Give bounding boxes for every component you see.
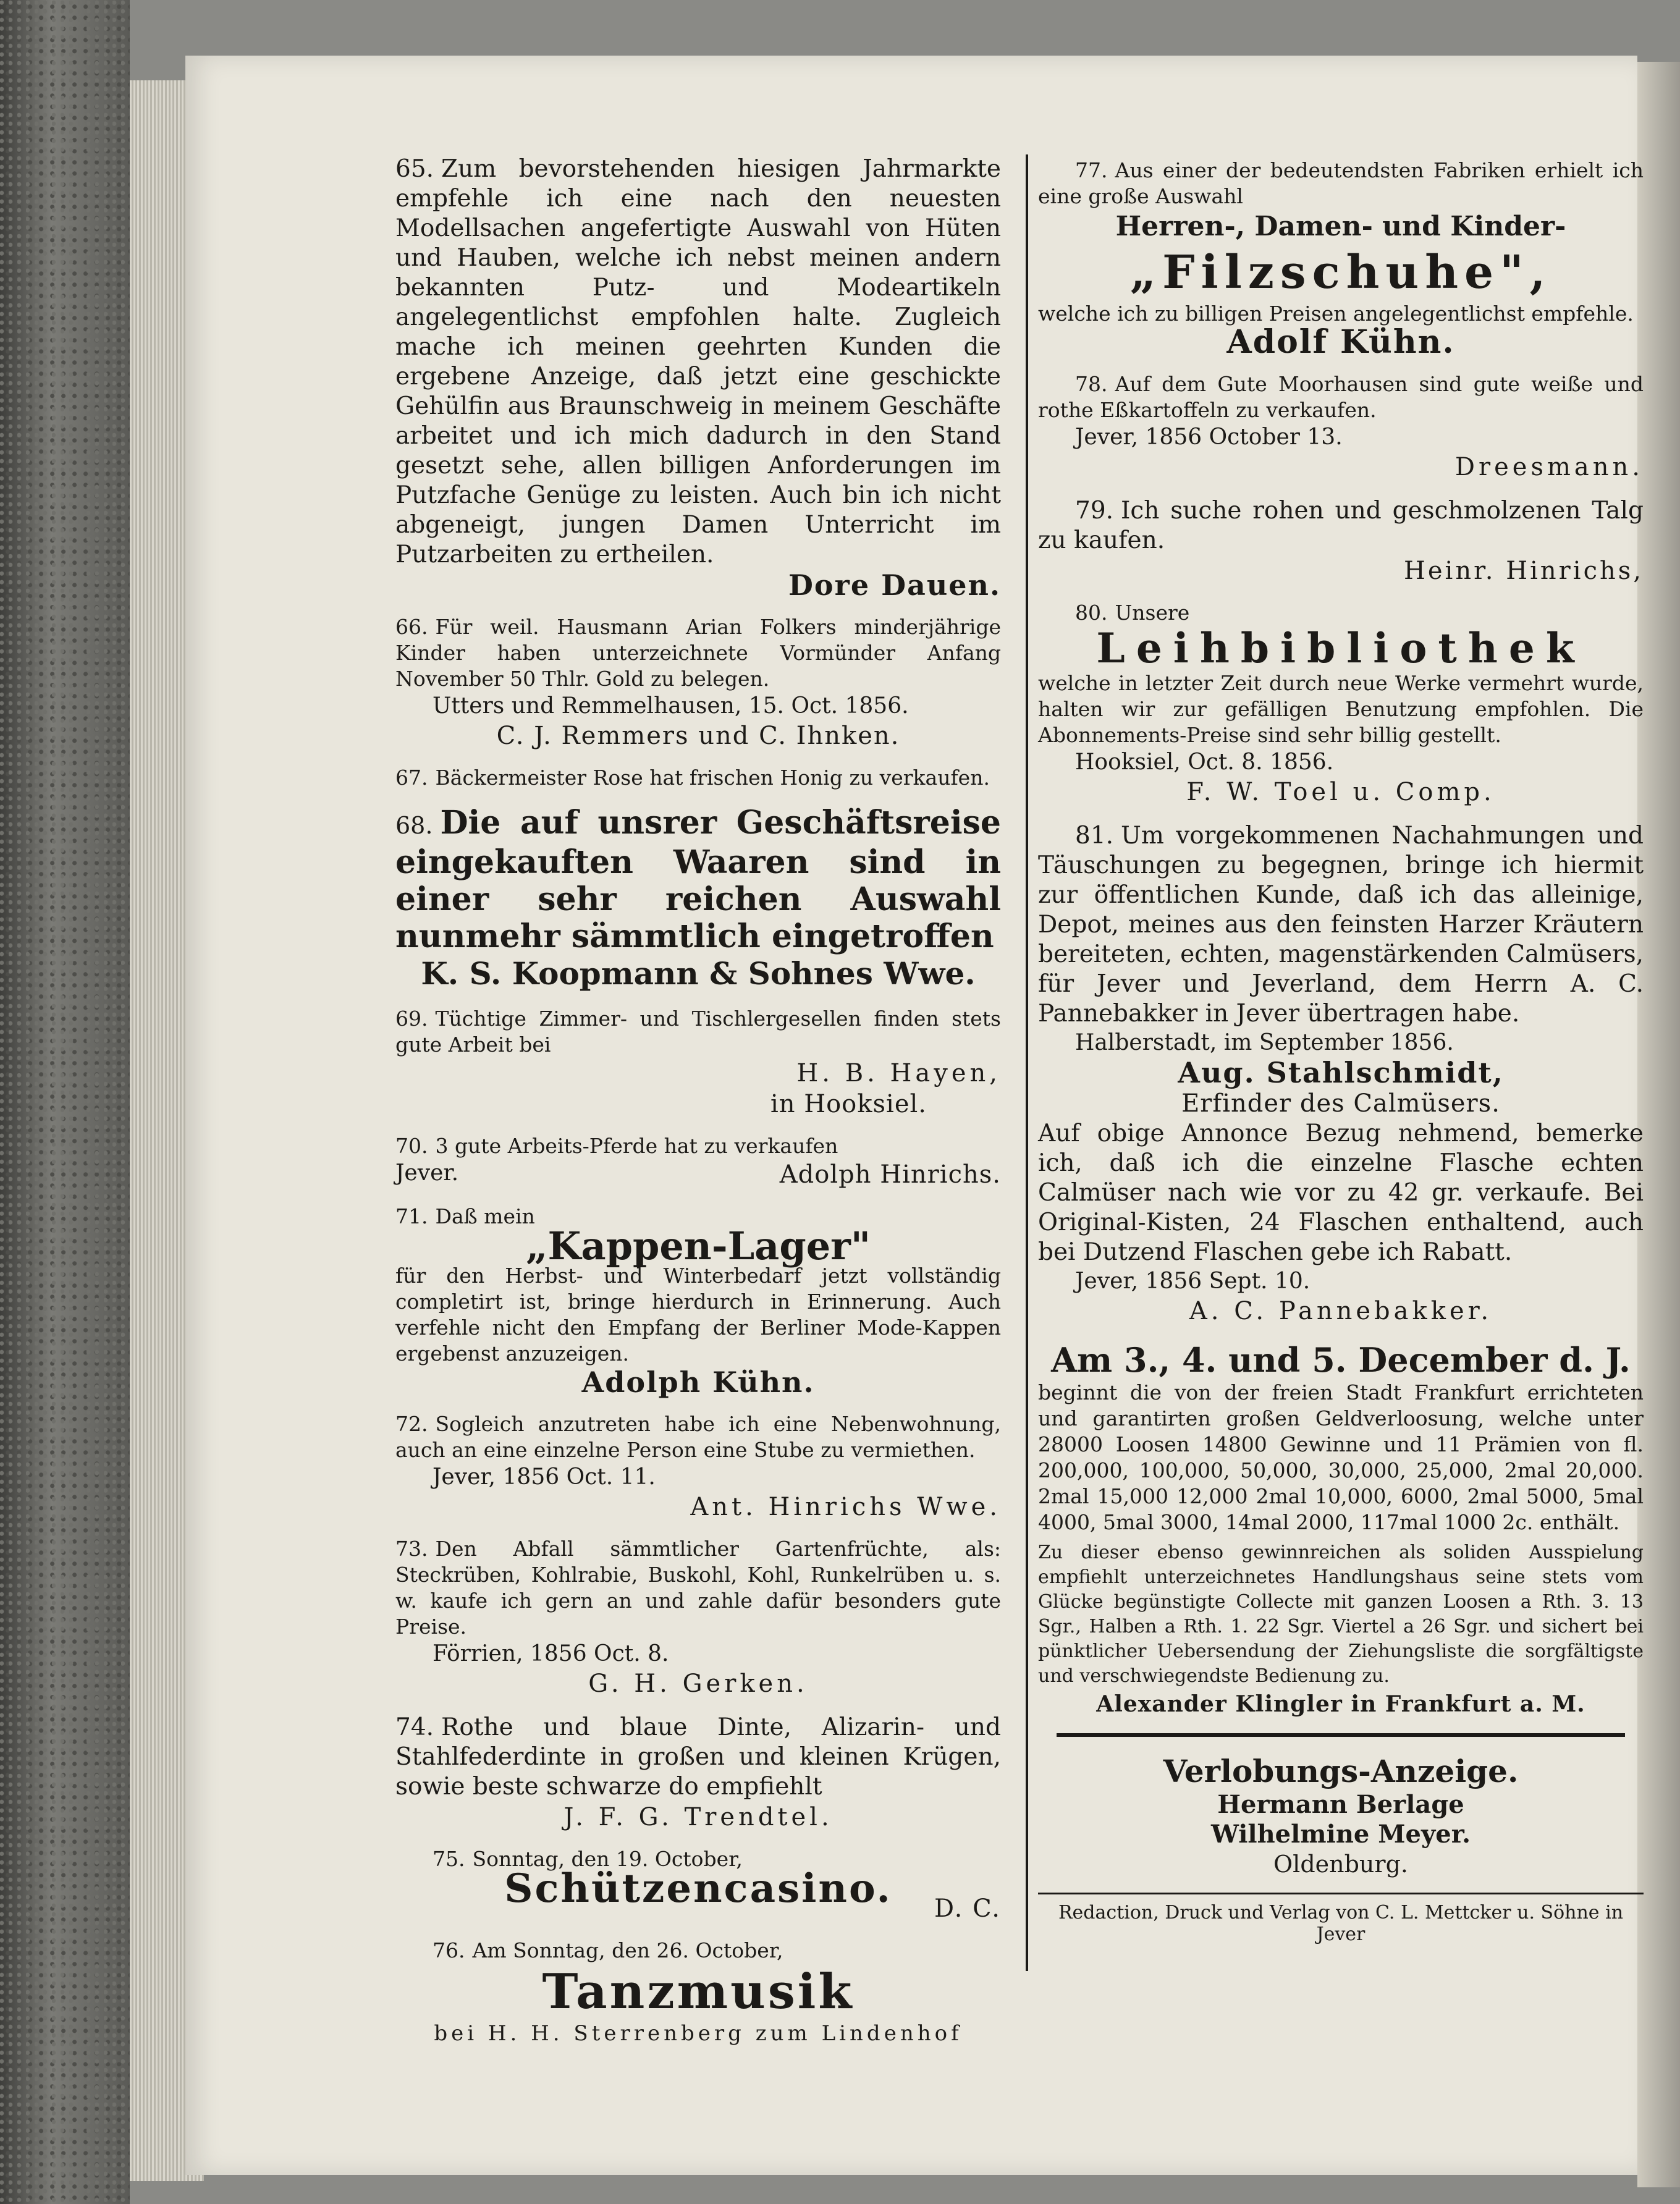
ad-text: Aus einer der bedeutendsten Fabriken erhielt ich eine große Auswahl xyxy=(1038,158,1644,208)
ad-text: Rothe und blaue Dinte, Alizarin- und Stahlfederdinte in großen und kleinen Krügen, sowie beste schwarze do empfiehlt xyxy=(395,1713,1001,1801)
ad-number: 80. xyxy=(1075,601,1108,625)
ad-text: Bäckermeister Rose hat frischen Honig zu verkaufen. xyxy=(435,766,990,790)
ad-signature: D. C. xyxy=(934,1894,1001,1923)
ad-display-title: „Kappen-Lager" xyxy=(525,1223,871,1269)
book-binding xyxy=(0,0,130,2204)
ad-place: Jever. xyxy=(395,1160,459,1186)
ad-text: Daß mein xyxy=(435,1204,535,1228)
ad-81 xyxy=(1038,821,1644,1327)
ad-71 xyxy=(395,1204,1001,1398)
section-rule xyxy=(1057,1733,1625,1737)
ad-signature: Dreesmann. xyxy=(1454,453,1644,481)
engagement-name: Wilhelmine Meyer. xyxy=(1210,1820,1471,1849)
page-edge-right xyxy=(1637,62,1680,2187)
ad-65 xyxy=(395,154,1001,601)
ad-number: 78. xyxy=(1075,372,1108,396)
ad-place: Förrien, 1856 Oct. 8. xyxy=(433,1641,669,1666)
right-column xyxy=(1038,158,1644,1945)
column-divider xyxy=(1026,154,1028,1971)
engagement-title: Verlobungs-Anzeige. xyxy=(1163,1753,1519,1789)
ad-text: Um vorgekommenen Nachahmungen und Täuschungen zu begegnen, bringe ich hiermit zur öffentlichen Kunde, daß ich das alleinige, Depot, meines aus den feinsten Harzer Kräutern bereiteten, echten, magenstärkenden Calmüsers, für Jever und Jeverland, dem Herrn A. C. Pannebakker in Jever übertragen habe. xyxy=(1038,822,1644,1028)
ad-number: 72. xyxy=(395,1412,428,1436)
ad-69 xyxy=(395,1006,1001,1120)
footer-rule xyxy=(1038,1893,1644,1894)
ad-signature: Adolf Kühn. xyxy=(1226,323,1455,361)
ad-text: Am Sonntag, den 26. October, xyxy=(472,1938,783,1962)
ad-number: 73. xyxy=(395,1537,428,1561)
ad-display-title: Schützencasino. xyxy=(504,1865,892,1912)
ad-display-title: Am 3., 4. und 5. December d. J. xyxy=(1051,1340,1631,1380)
ad-73 xyxy=(395,1536,1001,1699)
ad-number: 79. xyxy=(1075,497,1114,525)
ad-text: welche in letzter Zeit durch neue Werke vermehrt wurde, halten wir zur gefälligen Benutzung empfohlen. Die Abonnements-Preise sind sehr billig gestellt. xyxy=(1038,671,1644,747)
ad-number: 70. xyxy=(395,1134,428,1158)
ad-display-subtitle: Herren-, Damen- und Kinder- xyxy=(1115,211,1566,242)
ad-text: Auf obige Annonce Bezug nehmend, bemerke ich, daß ich die einzelne Flasche echten Calmüser nach wie vor zu 42 gr. verkaufe. Bei Original-Kisten, 24 Flaschen enthaltend, auch bei Dutzend Flaschen gebe ich Rabatt. xyxy=(1038,1120,1644,1266)
ad-place: Hooksiel, Oct. 8. 1856. xyxy=(1075,749,1334,775)
ad-lottery xyxy=(1038,1340,1644,1720)
ad-signature-place: in Hooksiel. xyxy=(770,1090,927,1118)
ad-place: Jever, 1856 October 13. xyxy=(1075,424,1343,450)
ad-80 xyxy=(1038,600,1644,808)
ad-number: 74. xyxy=(395,1713,434,1741)
ad-number: 75. xyxy=(433,1847,465,1871)
ad-signature: Adolph Kühn. xyxy=(581,1366,815,1399)
ad-signature: F. W. Toel u. Comp. xyxy=(1186,778,1495,806)
ad-signature: Heinr. Hinrichs, xyxy=(1403,557,1644,585)
ad-text: 3 gute Arbeits-Pferde hat zu verkaufen xyxy=(435,1134,838,1158)
ad-70 xyxy=(395,1133,1001,1190)
ad-display-title: „Filzschuhe", xyxy=(1129,246,1552,299)
ad-67 xyxy=(395,765,1001,791)
ad-text: Ich suche rohen und geschmolzenen Talg zu kaufen. xyxy=(1038,497,1644,554)
engagement-notice xyxy=(1038,1753,1644,1879)
ad-number: 77. xyxy=(1075,158,1108,182)
ad-66 xyxy=(395,614,1001,751)
imprint-footer: Redaction, Druck und Verlag von C. L. Mettcker u. Söhne in Jever xyxy=(1058,1902,1624,1945)
ad-text: für den Herbst- und Winterbedarf jetzt vollständig completirt ist, bringe hierdurch in Erinnerung. Auch verfehle nicht den Empfang der Berliner Mode-Kappen ergebenst anzuzeigen. xyxy=(395,1264,1001,1366)
ad-number: 67. xyxy=(395,766,428,790)
ad-number: 66. xyxy=(395,615,428,639)
ad-72 xyxy=(395,1411,1001,1522)
ad-number: 69. xyxy=(395,1007,428,1031)
ad-display-title: Leihbibliothek xyxy=(1096,624,1585,672)
ad-76 xyxy=(395,1938,1001,2046)
ad-74 xyxy=(395,1713,1001,1833)
ad-signature: H. B. Hayen, xyxy=(796,1059,1001,1087)
ad-place: Jever, 1856 Oct. 11. xyxy=(433,1464,656,1490)
ad-68 xyxy=(395,804,1001,992)
ad-signature: Adolph Hinrichs. xyxy=(779,1160,1001,1189)
ad-text: Die auf unsrer Geschäftsreise eingekauften Waaren sind in einer sehr reichen Auswahl nunmehr sämmtlich eingetroffen xyxy=(395,804,1001,955)
engagement-name: Hermann Berlage xyxy=(1217,1790,1464,1819)
ad-text: Zum bevorstehenden hiesigen Jahrmarkte empfehle ich eine nach den neuesten Modellsachen angefertigte Auswahl von Hüten und Hauben, welche ich nebst meinen andern bekannten Putz- und Modeartikeln angelegentlichst empfohlen halte. Zugleich mache ich meinen geehrten Kunden die ergebene Anzeige, daß jetzt eine geschickte Gehülfin aus Braunschweig in meinem Geschäfte arbeitet und ich mich dadurch in den Stand gesetzt sehe, allen billigen Anforderungen im Putzfache Genüge zu leisten. Auch bin ich nicht abgeneigt, jungen Damen Unterricht im Putzarbeiten zu ertheilen. xyxy=(395,155,1001,568)
ad-text: beginnt die von der freien Stadt Frankfurt errichteten und garantirten großen Geldverloosung, welche unter 28000 Loosen 14800 Gewinne und 11 Prämien von fl. 200,000, 100,000, 50,000, 30,000, 25,000, 2mal 20,000. 2mal 15,000 12,000 2mal 10,000, 6000, 2mal 5000, 5mal 4000, 5mal 3000, 14mal 2000, 117mal 1000 2c. enthält. xyxy=(1038,1380,1644,1534)
left-column xyxy=(395,154,1001,2060)
ad-signature: Aug. Stahlschmidt, xyxy=(1178,1056,1504,1089)
ad-signature: J. F. G. Trendtel. xyxy=(564,1803,833,1831)
ad-text: Den Abfall sämmtlicher Gartenfrüchte, als: Steckrüben, Kohlrabie, Buskohl, Kohl, Runkelrüben u. s. w. kaufe ich gern an und zahle dafür besonders gute Preise. xyxy=(395,1537,1001,1639)
ad-text: Für weil. Hausmann Arian Folkers minderjährige Kinder haben unterzeichnete Vormünder Anfang November 50 Thlr. Gold zu belegen. xyxy=(395,615,1001,691)
ad-text: welche ich zu billigen Preisen angelegentlichst empfehle. xyxy=(1038,302,1634,326)
ad-place: Halberstadt, im September 1856. xyxy=(1075,1030,1454,1055)
ad-number: 65. xyxy=(395,155,434,183)
ad-signature: Alexander Klingler in Frankfurt a. M. xyxy=(1096,1691,1585,1717)
ad-signature: Ant. Hinrichs Wwe. xyxy=(690,1493,1001,1521)
ad-79 xyxy=(1038,496,1644,586)
ad-number: 76. xyxy=(433,1938,465,1962)
ad-75 xyxy=(395,1846,1001,1924)
ad-signature-title: Erfinder des Calmüsers. xyxy=(1181,1089,1500,1118)
ad-signature: bei H. H. Sterrenberg zum Lindenhof xyxy=(434,2021,963,2046)
ad-77 xyxy=(1038,158,1644,361)
ad-text: Sonntag, den 19. October, xyxy=(472,1847,743,1871)
ad-signature: G. H. Gerken. xyxy=(588,1670,808,1698)
ad-number: 81. xyxy=(1075,822,1114,850)
ad-number: 68. xyxy=(395,812,433,839)
ad-place: Utters und Remmelhausen, 15. Oct. 1856. xyxy=(433,693,909,719)
ad-78 xyxy=(1038,371,1644,483)
ad-number: 71. xyxy=(395,1204,428,1228)
ad-text: Tüchtige Zimmer- und Tischlergesellen finden stets gute Arbeit bei xyxy=(395,1007,1001,1057)
ad-place: Jever, 1856 Sept. 10. xyxy=(1075,1269,1311,1294)
ad-text: Auf dem Gute Moorhausen sind gute weiße und rothe Eßkartoffeln zu verkaufen. xyxy=(1038,372,1644,422)
ad-signature: C. J. Remmers und C. Ihnken. xyxy=(496,722,900,750)
ad-signature: Dore Dauen. xyxy=(788,568,1001,602)
ad-text: Zu dieser ebenso gewinnreichen als soliden Ausspielung empfiehlt unterzeichnetes Handlungshaus seine stets vom Glücke begünstigte Collecte mit ganzen Loosen a Rth. 3. 13 Sgr., Halben a Rth. 1. 22 Sgr. Viertel a 26 Sgr. und sichert bei pünktlicher Uebersendung der Ziehungsliste die sorgfältigste und verschwiegendste Bedienung zu. xyxy=(1038,1542,1644,1687)
ad-text: Sogleich anzutreten habe ich eine Nebenwohnung, auch an eine einzelne Person eine Stube zu vermiethen. xyxy=(395,1412,1001,1462)
ad-signature: A. C. Pannebakker. xyxy=(1189,1297,1493,1325)
ad-display-title: Tanzmusik xyxy=(542,1964,855,2020)
ad-signature: K. S. Koopmann & Sohnes Wwe. xyxy=(421,955,976,992)
ad-text: Unsere xyxy=(1115,601,1190,625)
engagement-place: Oldenburg. xyxy=(1273,1851,1408,1878)
